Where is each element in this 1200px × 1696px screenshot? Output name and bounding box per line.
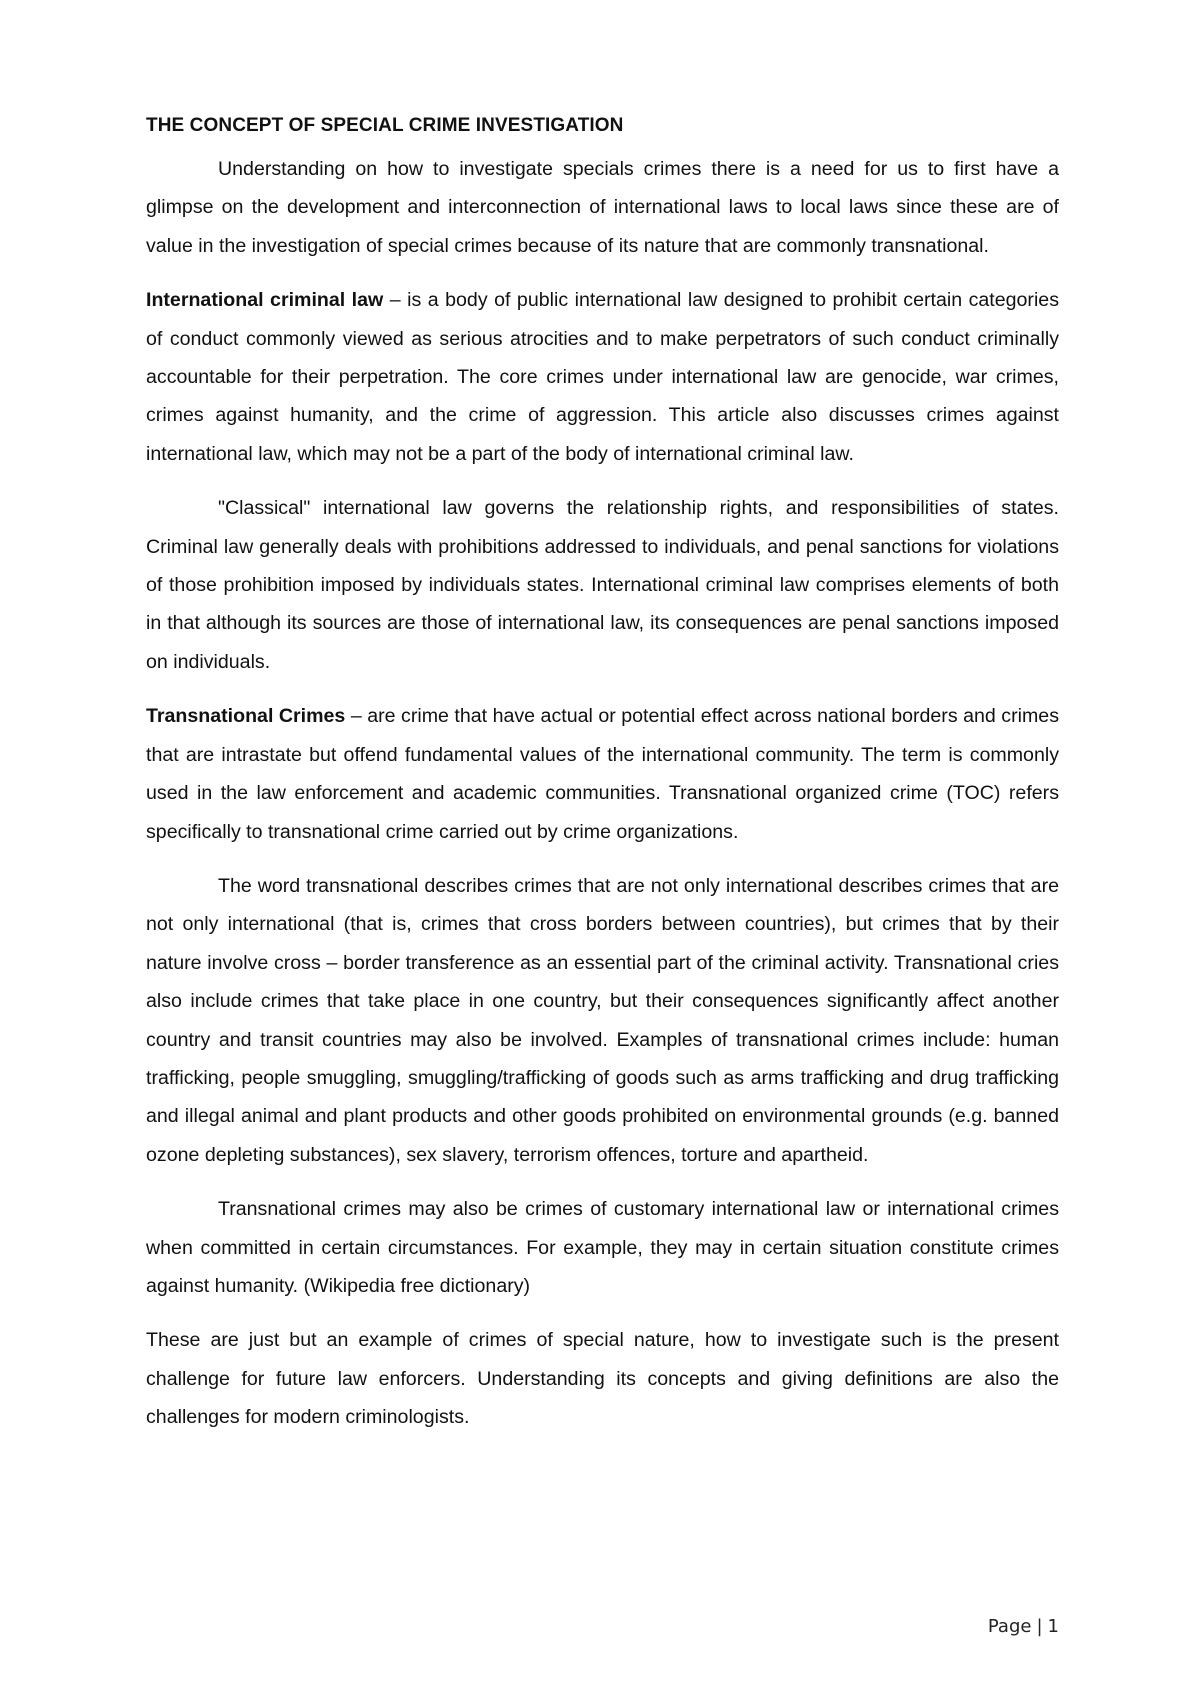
page-label: Page bbox=[987, 1616, 1032, 1637]
paragraph-text: – are crime that have actual or potential effect across national borders and crimes that are intrastate but offend fundamental values of the international community. The term is commonly used in the law enforcement and academic communities. Transnational organized crime (TOC) refers specifically to transnational crime carried out by crime organizations. bbox=[146, 705, 1059, 843]
paragraph-customary-law bbox=[146, 1190, 1059, 1305]
page-separator: | bbox=[1036, 1616, 1043, 1637]
document-title: THE CONCEPT OF SPECIAL CRIME INVESTIGATION bbox=[146, 115, 624, 136]
page-number: 1 bbox=[1047, 1616, 1059, 1637]
paragraph-text: – is a body of public international law designed to prohibit certain categories of conduct commonly viewed as serious atrocities and to make perpetrators of such conduct criminally accountable for their perpetration. The core crimes under international law are genocide, war crimes, crimes against humanity, and the crime of aggression. This article also discusses crimes against international law, which may not be a part of the body of international criminal law. bbox=[146, 289, 1059, 465]
term-international-criminal-law: International criminal law bbox=[146, 289, 384, 312]
paragraph-text: "Classical" international law governs the relationship rights, and responsibilities of states. Criminal law generally deals with prohibitions addressed to individuals, and penal sanctions for violations of those prohibition imposed by individuals states. International criminal law comprises elements of both in that although its sources are those of international law, its consequences are penal sanctions imposed on individuals. bbox=[146, 497, 1059, 673]
paragraph-text: These are just but an example of crimes of special nature, how to investigate such is the present challenge for future law enforcers. Understanding its concepts and giving definitions are also the challenges for modern criminologists. bbox=[146, 1329, 1059, 1429]
paragraph-word-transnational bbox=[146, 867, 1059, 1174]
term-transnational-crimes: Transnational Crimes bbox=[146, 705, 346, 728]
paragraph-international-criminal-law bbox=[146, 281, 1059, 473]
paragraph-text: Transnational crimes may also be crimes of customary international law or international crimes when committed in certain circumstances. For example, they may in certain situation constitute crimes against humanity. (Wikipedia free dictionary) bbox=[146, 1198, 1059, 1297]
paragraph-intro bbox=[146, 150, 1059, 265]
page-footer bbox=[900, 1615, 1059, 1639]
paragraph-conclusion bbox=[146, 1321, 1059, 1436]
document-body bbox=[146, 111, 1059, 1453]
paragraph-classical-law bbox=[146, 489, 1059, 681]
paragraph-text: Understanding on how to investigate specials crimes there is a need for us to first have a glimpse on the development and interconnection of international laws to local laws since these are of value in the investigation of special crimes because of its nature that are commonly transnational. bbox=[146, 158, 1059, 257]
paragraph-text: The word transnational describes crimes that are not only international describes crimes that are not only international (that is, crimes that cross borders between countries), but crimes that by their nature involve cross – border transference as an essential part of the criminal activity. Transnational cries also include crimes that take place in one country, but their consequences significantly affect another country and transit countries may also be involved. Examples of transnational crimes include: human trafficking, people smuggling, smuggling/trafficking of goods such as arms trafficking and drug trafficking and illegal animal and plant products and other goods prohibited on environmental grounds (e.g. banned ozone depleting substances), sex slavery, terrorism offences, torture and apartheid. bbox=[146, 874, 1059, 1166]
paragraph-transnational-crimes bbox=[146, 697, 1059, 851]
